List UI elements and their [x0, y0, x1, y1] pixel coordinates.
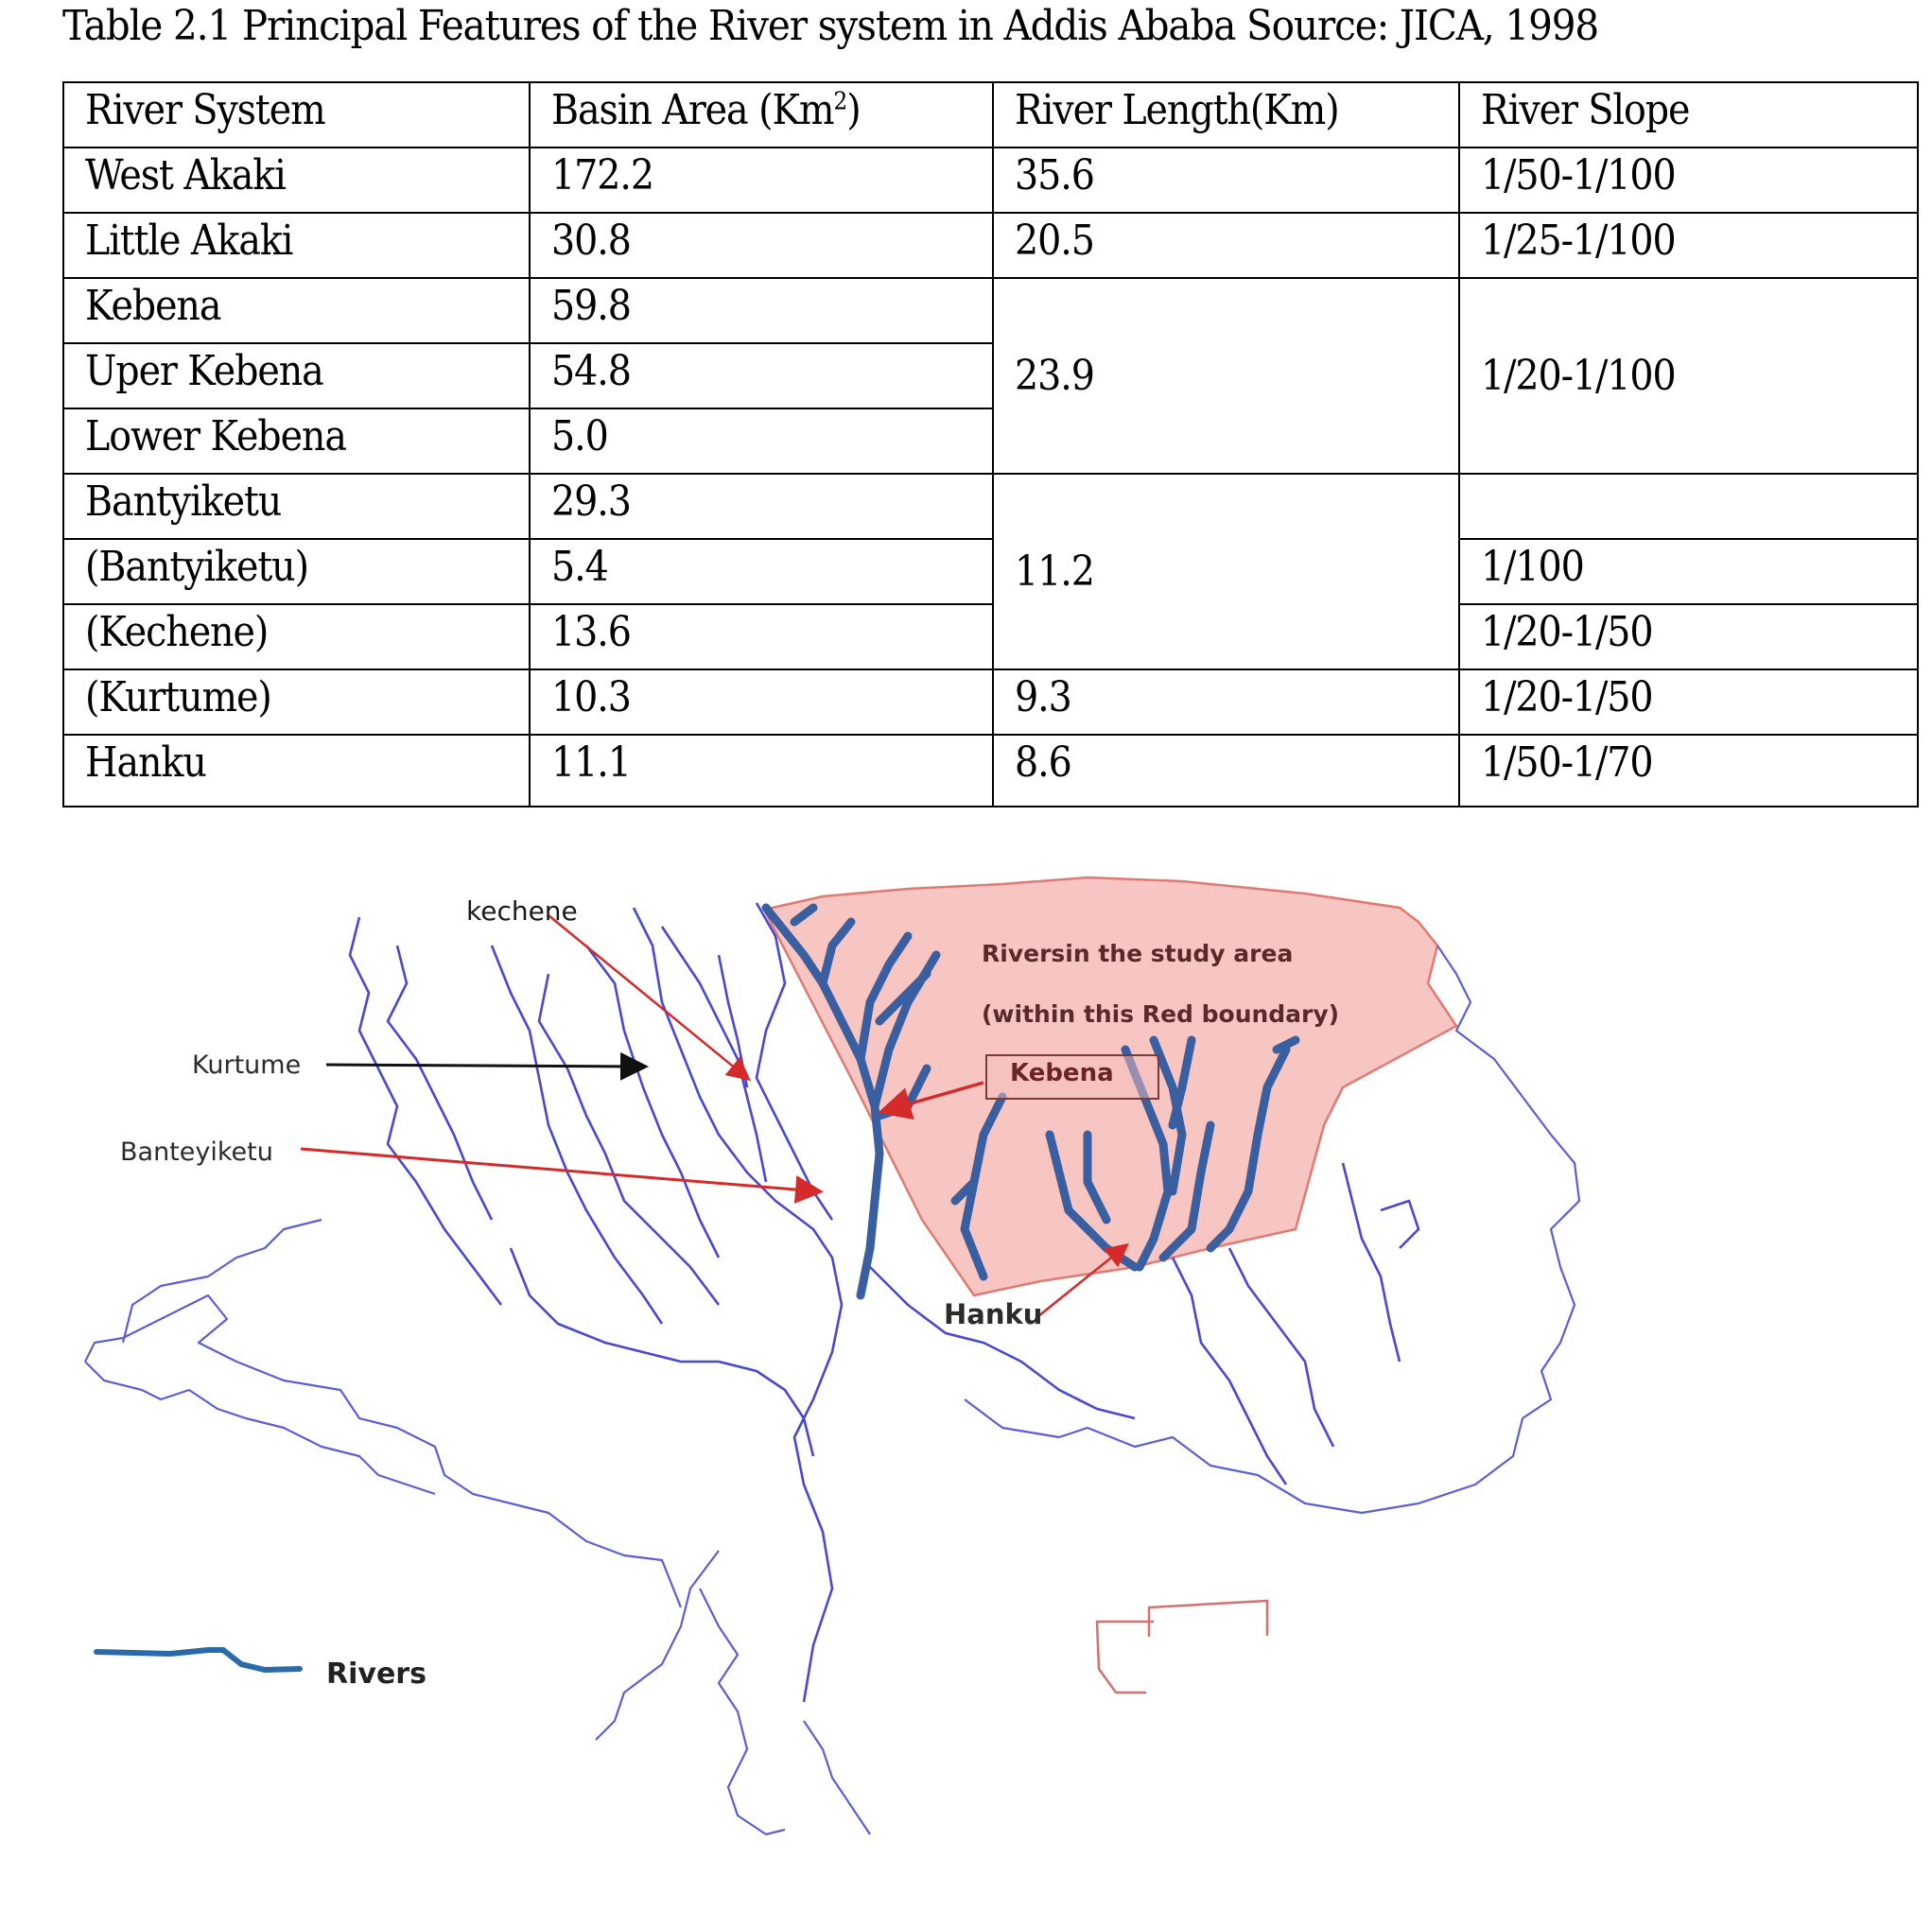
cell-river-slope: 1/25-1/100 — [1459, 213, 1918, 278]
cell-river-system: Kebena — [63, 278, 530, 343]
header-river-length: River Length(Km) — [993, 82, 1459, 148]
cell-river-slope: 1/50-1/100 — [1459, 148, 1918, 213]
cell-river-length: 20.5 — [993, 213, 1459, 278]
cell-basin-area: 59.8 — [530, 278, 993, 343]
cell-basin-area: 29.3 — [530, 474, 993, 539]
cell-river-system: West Akaki — [63, 148, 530, 213]
river-network-map — [0, 851, 1932, 1906]
river-map-figure — [0, 851, 1932, 1906]
cell-river-length-merged: 11.2 — [993, 474, 1459, 669]
label-kechene: kechene — [466, 895, 578, 927]
kechene-arrow — [548, 915, 747, 1078]
cell-basin-area: 11.1 — [530, 735, 993, 807]
table-header-row — [63, 82, 1918, 148]
cell-basin-area: 5.4 — [530, 539, 993, 604]
cell-river-length: 8.6 — [993, 735, 1459, 807]
cell-river-system: (Kechene) — [63, 604, 530, 669]
white-patch — [1146, 1637, 1335, 1797]
label-study-area-line1: Riversin the study area — [982, 940, 1294, 967]
cell-river-length: 9.3 — [993, 669, 1459, 735]
label-study-area-line2: (within this Red boundary) — [982, 1000, 1340, 1028]
cell-basin-area: 172.2 — [530, 148, 993, 213]
cell-river-system: Uper Kebena — [63, 343, 530, 408]
table-row — [63, 539, 1918, 604]
cell-river-system: (Kurtume) — [63, 669, 530, 735]
cell-river-slope-merged: 1/20-1/100 — [1459, 278, 1918, 474]
table-row — [63, 474, 1918, 539]
cell-river-slope: 1/20-1/50 — [1459, 669, 1918, 735]
table-caption: Table 2.1 Principal Features of the River system in Addis Ababa Source: JICA, 1998 — [62, 2, 1599, 50]
table-row — [63, 735, 1918, 807]
cell-river-length-merged: 23.9 — [993, 278, 1459, 474]
cell-basin-area: 54.8 — [530, 343, 993, 408]
header-basin-area: Basin Area (Km$^2$) — [530, 82, 993, 148]
header-river-system: River System — [63, 82, 530, 148]
table-row — [63, 278, 1918, 343]
river-features-table — [62, 81, 1919, 807]
cell-river-system: Hanku — [63, 735, 530, 807]
table-row — [63, 669, 1918, 735]
table-row — [63, 148, 1918, 213]
cell-river-system: (Bantyiketu) — [63, 539, 530, 604]
label-hanku: Hanku — [944, 1298, 1043, 1330]
table-row — [63, 604, 1918, 669]
cell-river-slope: 1/20-1/50 — [1459, 604, 1918, 669]
label-kurtume: Kurtume — [192, 1050, 302, 1080]
table-row — [63, 213, 1918, 278]
label-banteyiketu: Banteyiketu — [120, 1137, 273, 1167]
header-river-slope: River Slope — [1459, 82, 1918, 148]
kurtume-arrow — [326, 1065, 643, 1067]
cell-river-system: Bantyiketu — [63, 474, 530, 539]
cell-basin-area: 13.6 — [530, 604, 993, 669]
cell-basin-area: 5.0 — [530, 408, 993, 474]
legend-river-icon — [96, 1650, 300, 1670]
legend-label-rivers: Rivers — [326, 1658, 426, 1691]
cell-river-slope — [1459, 474, 1918, 539]
cell-river-system: Lower Kebena — [63, 408, 530, 474]
label-kebena: Kebena — [1010, 1059, 1114, 1087]
cell-river-slope: 1/50-1/70 — [1459, 735, 1918, 807]
cell-river-length: 35.6 — [993, 148, 1459, 213]
cell-river-system: Little Akaki — [63, 213, 530, 278]
cell-river-slope: 1/100 — [1459, 539, 1918, 604]
cell-basin-area: 10.3 — [530, 669, 993, 735]
cell-basin-area: 30.8 — [530, 213, 993, 278]
